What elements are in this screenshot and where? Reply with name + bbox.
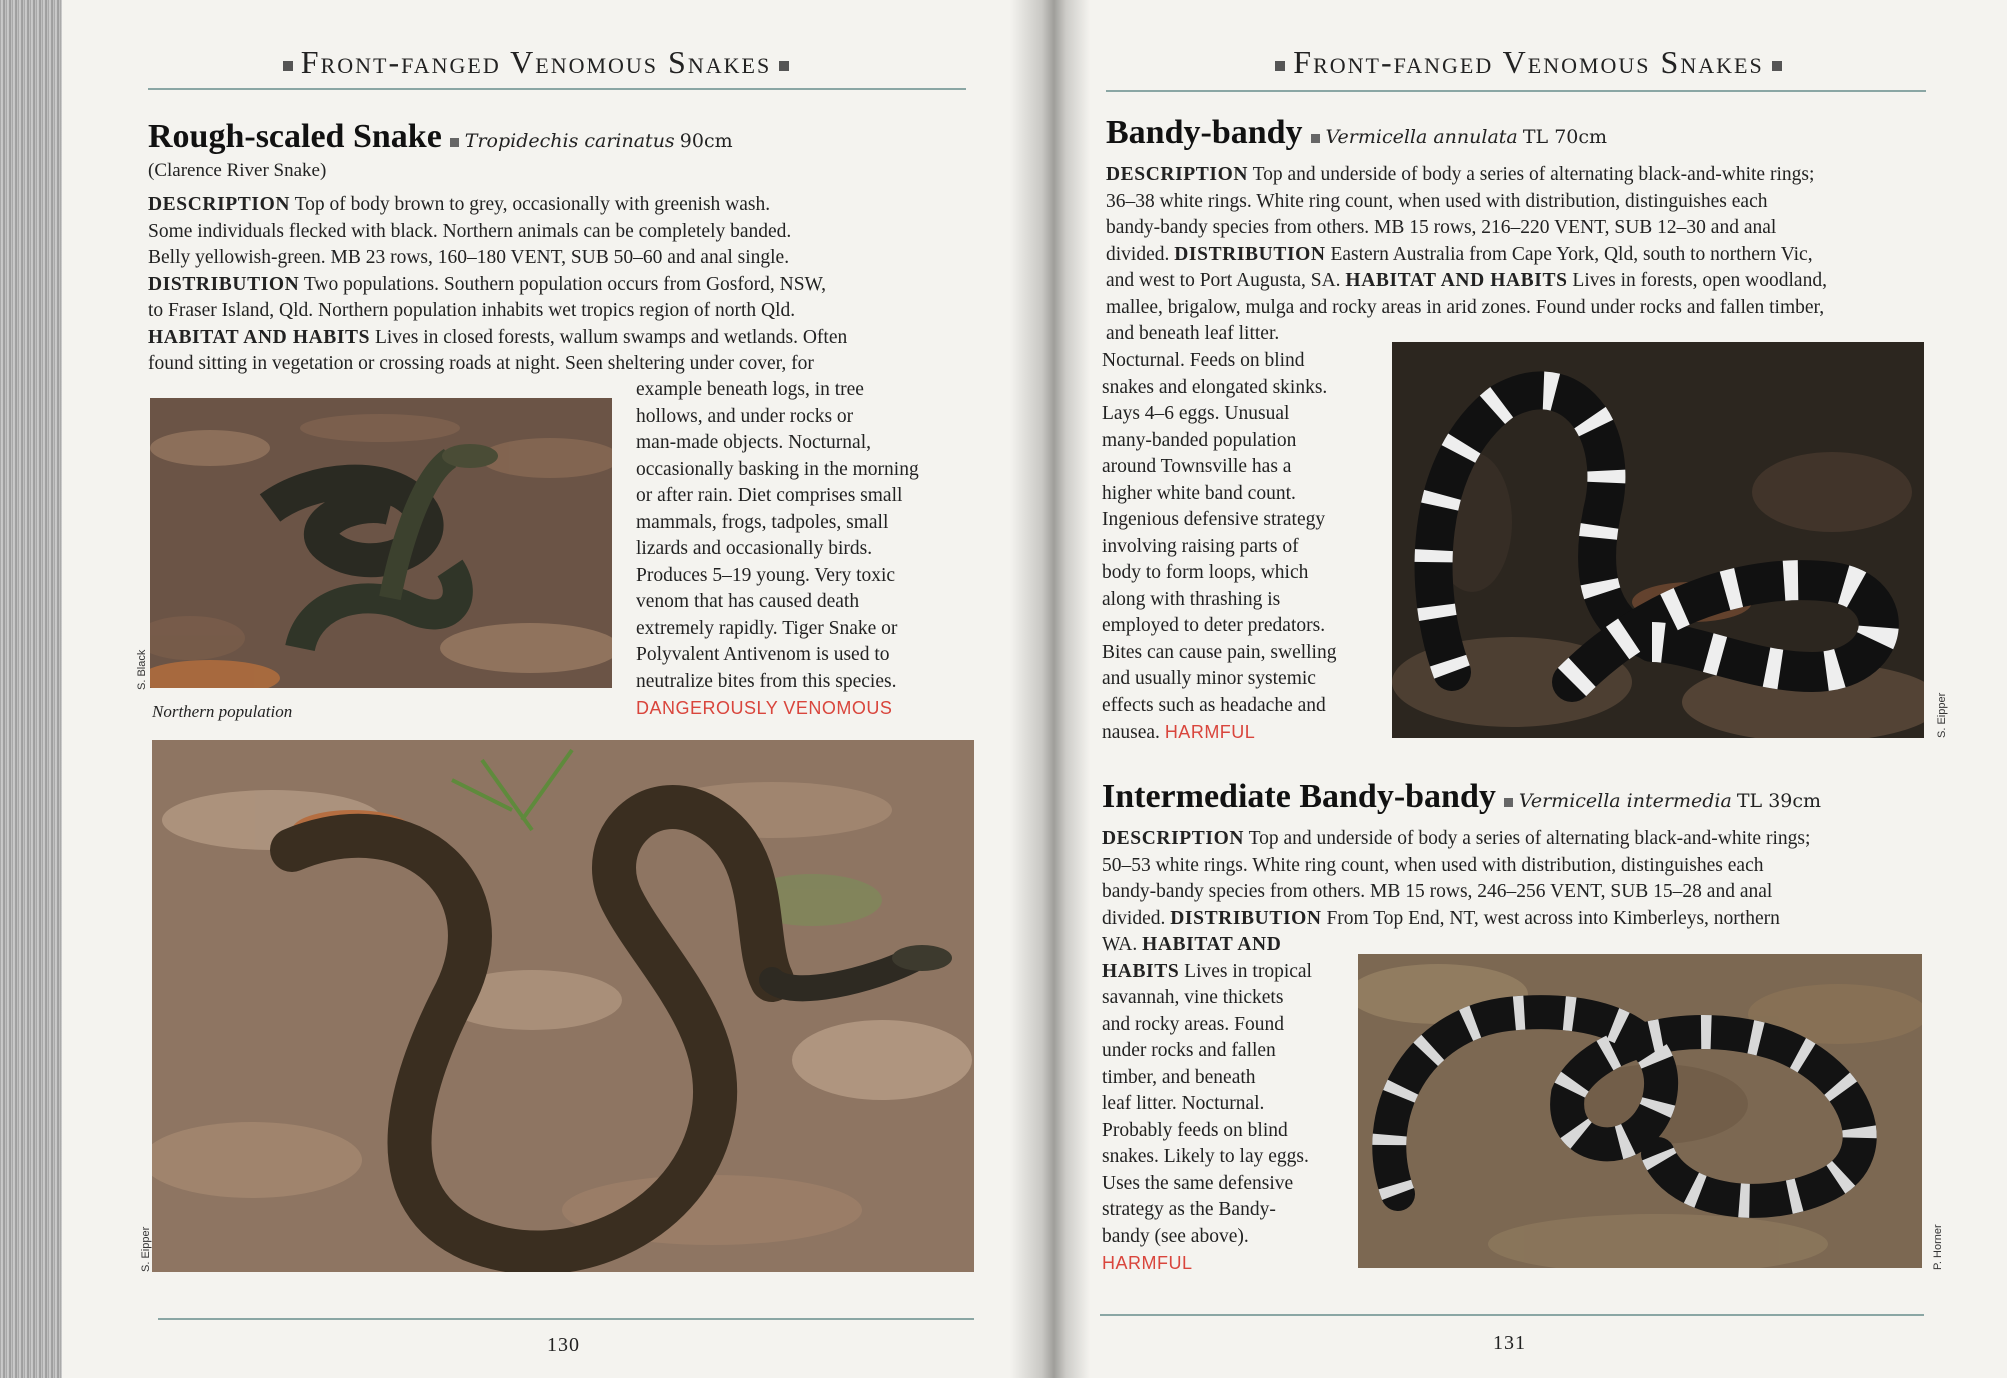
venom-status: HARMFUL <box>1164 722 1256 742</box>
text-line: hollows, and under rocks or <box>636 405 854 427</box>
page-edges <box>0 0 62 1378</box>
species-size: 90cm <box>679 130 733 152</box>
text-line: mallee, brigalow, mulga and rocky areas in arid zones. Found under rocks and fallen timber, <box>1106 296 1825 318</box>
photo-rough-scaled-southern <box>152 740 974 1272</box>
square-bullet-icon <box>1275 61 1285 71</box>
species-description-left <box>148 192 988 378</box>
text-line: WA. HABITAT AND <box>1102 934 1282 955</box>
square-bullet-icon <box>1311 134 1320 143</box>
text-line: snakes and elongated skinks. <box>1102 376 1328 398</box>
venom-status: HARMFUL <box>1102 1253 1193 1273</box>
text-line: many-banded population <box>1102 429 1297 451</box>
species-name: Rough-scaled Snake <box>148 118 442 155</box>
alternate-name: (Clarence River Snake) <box>148 160 327 181</box>
latin-name: Vermicella intermedia <box>1518 790 1732 812</box>
text-line: man-made objects. Nocturnal, <box>636 432 871 453</box>
photo-credit: P. Horner <box>1932 1224 1944 1270</box>
text-line: Belly yellowish-green. MB 23 rows, 160–180 VENT, SUB 50–60 and anal single. <box>148 247 790 268</box>
text-line: around Townsville has a <box>1102 456 1292 477</box>
text-line: higher white band count. <box>1102 482 1296 504</box>
text-line: and west to Port Augusta, SA. HABITAT AND HABITS Lives in forests, open woodland, <box>1106 270 1827 291</box>
text-line: mammals, frogs, tadpoles, small <box>636 511 889 533</box>
text-line: body to form loops, which <box>1102 562 1309 583</box>
latin-name: Tropidechis carinatus <box>464 130 675 152</box>
text-line: neutralize bites from this species. <box>636 670 897 692</box>
text-line: involving raising parts of <box>1102 535 1299 557</box>
header-rule <box>1106 90 1926 92</box>
left-page <box>62 0 1010 1378</box>
text-line: bandy (see above). <box>1102 1225 1249 1247</box>
species-size: TL 70cm <box>1522 126 1608 148</box>
text-line: DESCRIPTION Top of body brown to grey, occasionally with greenish wash. <box>148 194 771 215</box>
right-page <box>1090 0 2007 1378</box>
species-size: TL 39cm <box>1736 790 1822 812</box>
page-number: 131 <box>1493 1332 1526 1354</box>
text-line: extremely rapidly. Tiger Snake or <box>636 617 898 639</box>
square-bullet-icon <box>450 138 459 147</box>
text-line: or after rain. Diet comprises small <box>636 485 903 506</box>
text-line: bandy-bandy species from others. MB 15 rows, 246–256 VENT, SUB 15–28 and anal <box>1102 881 1773 902</box>
text-line: found sitting in vegetation or crossing roads at night. Seen sheltering under cover, for <box>148 353 814 374</box>
species-column-text-left <box>636 377 986 722</box>
footer-rule <box>158 1318 974 1320</box>
text-line: timber, and beneath <box>1102 1066 1256 1088</box>
text-line: and rocky areas. Found <box>1102 1013 1284 1035</box>
text-line: DISTRIBUTION Two populations. Southern population occurs from Gosford, NSW, <box>148 273 827 295</box>
footer-rule <box>1100 1314 1924 1316</box>
text-line: occasionally basking in the morning <box>636 458 919 480</box>
text-line: Uses the same defensive <box>1102 1172 1294 1194</box>
text-line: DESCRIPTION Top and underside of body a series of alternating black-and-white rings; <box>1106 164 1815 185</box>
species-description-intermediate <box>1102 826 1982 932</box>
text-line: under rocks and fallen <box>1102 1040 1276 1061</box>
species-description-bandy <box>1106 162 1986 348</box>
running-header-right: Front-fanged Venomous Snakes <box>1070 44 1987 81</box>
text-line: savannah, vine thickets <box>1102 987 1284 1008</box>
photo-credit: S. Eipper <box>140 1226 152 1272</box>
text-line: divided. DISTRIBUTION Eastern Australia from Cape York, Qld, south to northern Vic, <box>1106 243 1813 265</box>
photo-intermediate-bandy <box>1358 954 1922 1268</box>
text-line: lizards and occasionally birds. <box>636 538 873 559</box>
species-title-intermediate-bandy <box>1102 778 1821 816</box>
text-line: along with thrashing is <box>1102 588 1281 610</box>
species-title-bandy-bandy <box>1106 114 1607 152</box>
square-bullet-icon <box>1504 798 1513 807</box>
species-name: Bandy-bandy <box>1106 114 1303 151</box>
text-line: employed to deter predators. <box>1102 615 1326 636</box>
text-line: leaf litter. Nocturnal. <box>1102 1093 1265 1114</box>
text-line: effects such as headache and <box>1102 694 1326 716</box>
text-line: Ingenious defensive strategy <box>1102 509 1326 530</box>
text-line: HABITAT AND HABITS Lives in closed forests, wallum swamps and wetlands. Often <box>148 326 848 348</box>
text-line: Probably feeds on blind <box>1102 1119 1288 1141</box>
text-line: divided. DISTRIBUTION From Top End, NT, west across into Kimberleys, northern <box>1102 907 1780 929</box>
book-gutter <box>1010 0 1090 1378</box>
text-line: venom that has caused death <box>636 591 860 612</box>
venom-status: DANGEROUSLY VENOMOUS <box>636 698 893 718</box>
text-line: bandy-bandy species from others. MB 15 rows, 216–220 VENT, SUB 12–30 and anal <box>1106 217 1777 238</box>
running-header-left: Front-fanged Venomous Snakes <box>62 44 1010 81</box>
text-line: strategy as the Bandy- <box>1102 1199 1276 1220</box>
text-line: and usually minor systemic <box>1102 668 1316 689</box>
text-line: Some individuals flecked with black. Northern animals can be completely banded. <box>148 220 792 242</box>
text-line: 50–53 white rings. White ring count, when used with distribution, distinguishes each <box>1102 854 1764 876</box>
square-bullet-icon <box>1772 61 1782 71</box>
species-column-text-bandy <box>1102 348 1392 747</box>
text-line: nausea. HARMFUL <box>1102 722 1256 743</box>
text-line: DESCRIPTION Top and underside of body a series of alternating black-and-white rings; <box>1102 828 1811 849</box>
text-line: example beneath logs, in tree <box>636 379 864 400</box>
text-line: to Fraser Island, Qld. Northern population inhabits wet tropics region of north Qld. <box>148 300 796 321</box>
species-title-rough-scaled <box>148 118 733 156</box>
text-line: Nocturnal. Feeds on blind <box>1102 350 1305 371</box>
text-line: and beneath leaf litter. <box>1106 323 1280 344</box>
square-bullet-icon <box>779 61 789 71</box>
header-rule <box>148 88 966 90</box>
photo-credit: S. Black <box>136 649 148 690</box>
photo-rough-scaled-northern <box>150 398 612 688</box>
text-line: HABITS Lives in tropical <box>1102 960 1312 982</box>
text-line: Produces 5–19 young. Very toxic <box>636 564 896 586</box>
species-name: Intermediate Bandy-bandy <box>1102 778 1496 815</box>
text-line: snakes. Likely to lay eggs. <box>1102 1146 1309 1167</box>
square-bullet-icon <box>283 61 293 71</box>
photo-caption: Northern population <box>152 702 293 721</box>
page-number: 130 <box>547 1334 580 1356</box>
species-column-text-intermediate <box>1102 932 1362 1277</box>
text-line: Polyvalent Antivenom is used to <box>636 644 890 665</box>
photo-bandy-bandy <box>1392 342 1924 738</box>
latin-name: Vermicella annulata <box>1325 126 1518 148</box>
photo-credit: S. Eipper <box>1936 692 1948 738</box>
text-line: 36–38 white rings. White ring count, when used with distribution, distinguishes each <box>1106 190 1768 212</box>
text-line: Bites can cause pain, swelling <box>1102 641 1337 663</box>
text-line: Lays 4–6 eggs. Unusual <box>1102 403 1290 424</box>
